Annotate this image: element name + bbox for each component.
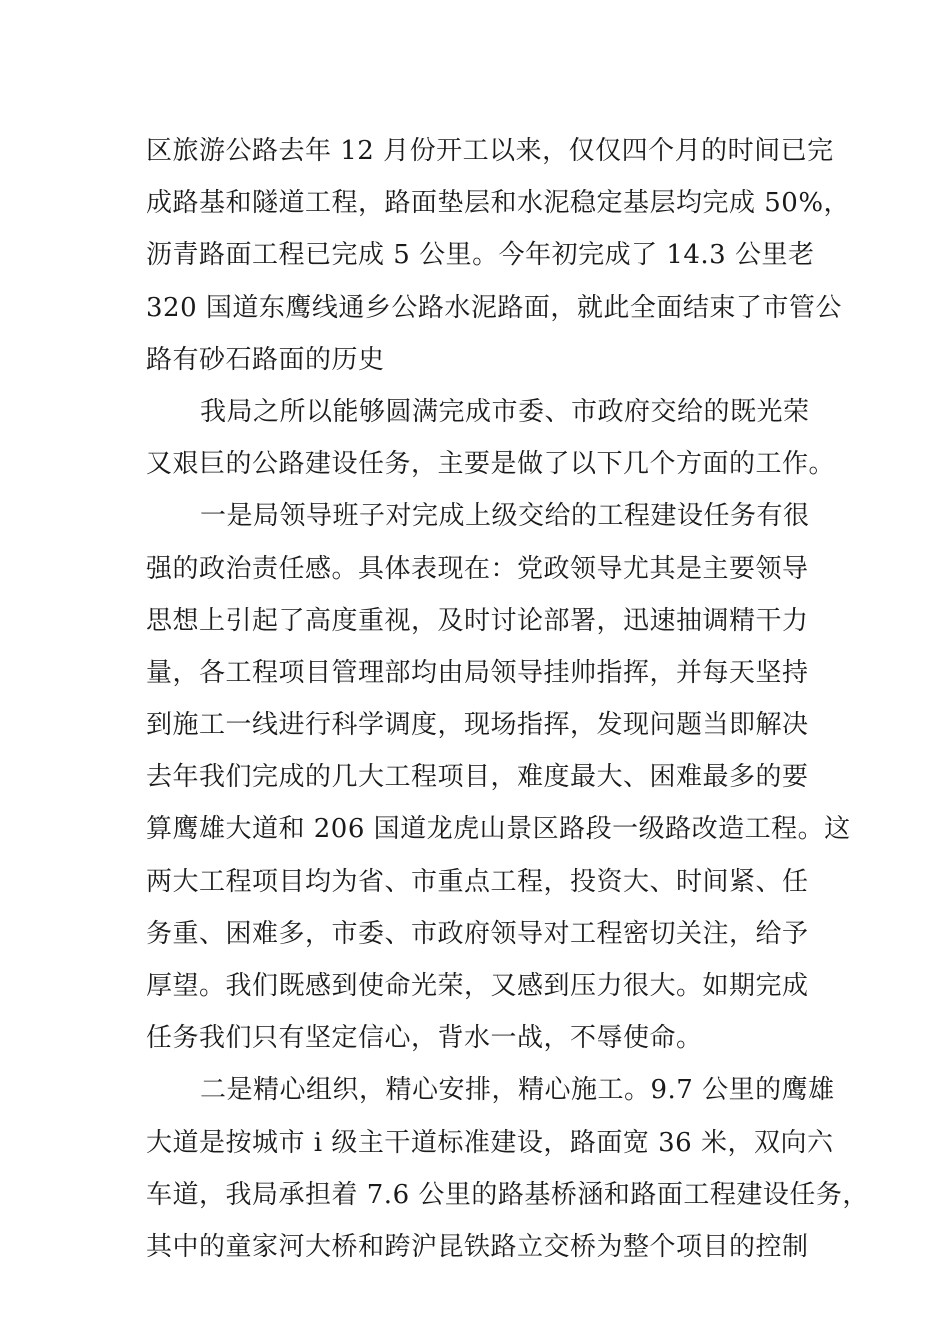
text-line: 算鹰雄大道和 206 国道龙虎山景区路段一级路改造工程。这 xyxy=(146,814,851,845)
text-line: 成路基和隧道工程，路面垫层和水泥稳定基层均完成 50%， xyxy=(146,188,851,219)
text-line: 量，各工程项目管理部均由局领导挂帅指挥，并每天坚持 xyxy=(146,657,809,688)
text-line: 两大工程项目均为省、市重点工程，投资大、时间紧、任 xyxy=(146,866,809,897)
text-line: 厚望。我们既感到使命光荣，又感到压力很大。如期完成 xyxy=(146,971,809,1001)
text-line: 思想上引起了高度重视，及时讨论部署，迅速抽调精干力 xyxy=(146,605,809,636)
text-line: 路有砂石路面的历史 xyxy=(146,344,385,375)
text-line: 去年我们完成的几大工程项目，难度最大、困难最多的要 xyxy=(146,762,809,793)
paragraph-start-line: 一是局领导班子对完成上级交给的工程建设任务有很 xyxy=(200,501,810,532)
text-line: 车道，我局承担着 7.6 公里的路基桥涵和路面工程建设任务， xyxy=(146,1179,869,1210)
text-line: 320 国道东鹰线通乡公路水泥路面，就此全面结束了市管公 xyxy=(146,292,842,323)
text-line: 任务我们只有坚定信心，背水一战，不辱使命。 xyxy=(146,1023,703,1054)
text-line: 其中的童家河大桥和跨沪昆铁路立交桥为整个项目的控制 xyxy=(146,1231,809,1262)
text-line: 沥青路面工程已完成 5 公里。今年初完成了 14.3 公里老 xyxy=(146,240,815,271)
text-line: 大道是按城市 i 级主干道标准建设，路面宽 36 米，双向六 xyxy=(146,1127,834,1158)
paragraph-start-line: 二是精心组织，精心安排，精心施工。9.7 公里的鹰雄 xyxy=(200,1075,835,1106)
text-line: 到施工一线进行科学调度，现场指挥，发现问题当即解决 xyxy=(146,710,809,741)
text-line: 强的政治责任感。具体表现在：党政领导尤其是主要领导 xyxy=(146,553,809,584)
text-line: 又艰巨的公路建设任务，主要是做了以下几个方面的工作。 xyxy=(146,449,836,480)
text-line: 区旅游公路去年 12 月份开工以来，仅仅四个月的时间已完 xyxy=(146,136,834,166)
paragraph-start-line: 我局之所以能够圆满完成市委、市政府交给的既光荣 xyxy=(200,396,810,427)
text-line: 务重、困难多，市委、市政府领导对工程密切关注，给予 xyxy=(146,918,809,949)
body-text xyxy=(146,125,869,1273)
